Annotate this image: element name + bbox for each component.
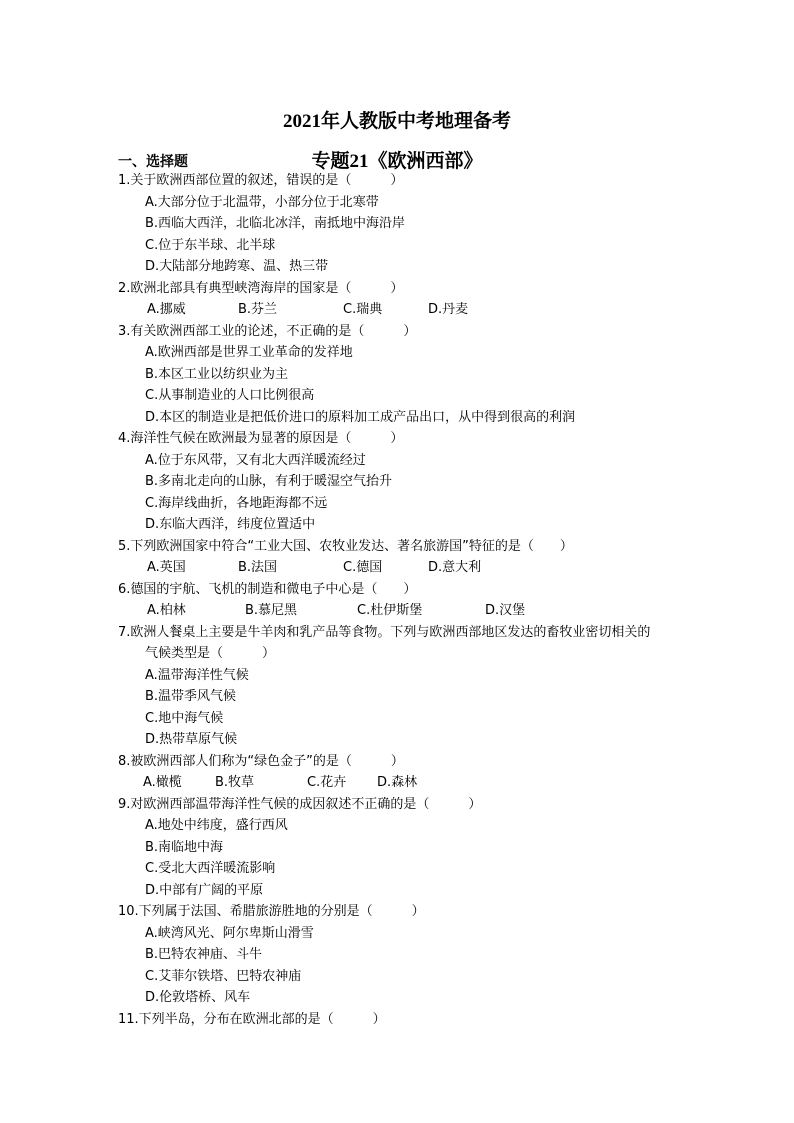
answer-option: C.受北大西洋暖流影响	[145, 861, 276, 876]
answer-option: B.本区工业以纺织业为主	[145, 366, 289, 382]
answer-option: A.地处中纬度，盛行西风	[145, 818, 288, 833]
answer-option: C.地中海气候	[145, 710, 224, 726]
answer-option: A.欧洲西部是世界工业革命的发祥地	[145, 345, 353, 360]
question-stem: 9.对欧洲西部温带海洋性气候的成因叙述不正确的是（ ）	[118, 796, 482, 812]
answer-option: D.热带草原气候	[145, 732, 238, 747]
answer-option: A.橄榄	[143, 775, 182, 790]
answer-option: B.温带季风气候	[145, 689, 237, 704]
answer-option: A.大部分位于北温带，小部分位于北寒带	[145, 194, 379, 210]
question-stem: 3.有关欧洲西部工业的论述，不正确的是（ ）	[118, 323, 417, 339]
answer-option: C.花卉	[307, 775, 347, 790]
document-subtitle: 专题21《欧洲西部》	[311, 151, 483, 172]
answer-option: D.丹麦	[428, 302, 469, 317]
answer-option: B.法国	[238, 560, 278, 575]
answer-option: D.森林	[377, 775, 418, 790]
answer-option: D.大陆部分地跨寒、温、热三带	[145, 259, 329, 274]
answer-option: B.南临地中海	[145, 839, 224, 855]
answer-option: A.峡湾风光、阿尔卑斯山滑雪	[145, 925, 314, 941]
answer-option: C.瑞典	[343, 302, 383, 317]
answer-option: A.挪威	[147, 302, 186, 317]
answer-option: C.杜伊斯堡	[357, 603, 423, 618]
answer-option: D.汉堡	[485, 603, 526, 618]
answer-option: A.英国	[147, 560, 186, 575]
answer-option: D.意大利	[428, 560, 482, 575]
answer-option: B.慕尼黑	[245, 603, 298, 618]
answer-option: D.东临大西洋，纬度位置适中	[145, 517, 316, 532]
answer-option: B.牧草	[215, 775, 255, 790]
document-title: 2021年人教版中考地理备考	[282, 111, 511, 132]
answer-option: D.中部有广阔的平原	[145, 882, 264, 898]
question-stem: 11.下列半岛，分布在欧洲北部的是（ ）	[118, 1011, 386, 1027]
question-stem: 4.海洋性气候在欧洲最为显著的原因是（ ）	[118, 431, 404, 446]
question-stem: 1.关于欧洲西部位置的叙述，错误的是（ ）	[118, 173, 404, 188]
question-stem: 10.下列属于法国、希腊旅游胜地的分别是（ ）	[118, 904, 425, 919]
question-stem: 5.下列欧洲国家中符合“工业大国、农牧业发达、著名旅游国”特征的是（ ）	[118, 538, 573, 554]
answer-option: C.位于东半球、北半球	[145, 237, 276, 253]
answer-option: C.从事制造业的人口比例很高	[145, 388, 315, 403]
answer-option: A.位于东风带，又有北大西洋暖流经过	[145, 452, 366, 468]
answer-option: D.伦敦塔桥、风车	[145, 990, 251, 1005]
answer-option: B.巴特农神庙、斗牛	[145, 947, 263, 962]
answer-option: A.温带海洋性气候	[145, 667, 249, 683]
answer-option: B.多南北走向的山脉，有利于暖湿空气抬升	[145, 474, 393, 489]
question-stem: 7.欧洲人餐桌上主要是牛羊肉和乳产品等食物。下列与欧洲西部地区发达的畜牧业密切相关的	[118, 624, 651, 640]
question-stem: 6.德国的宇航、飞机的制造和微电子中心是（ ）	[118, 581, 417, 597]
question-stem: 8.被欧洲西部人们称为“绿色金子”的是（ ）	[118, 753, 404, 769]
answer-option: A.柏林	[147, 603, 186, 618]
answer-option: C.海岸线曲折，各地距海都不远	[145, 495, 328, 511]
answer-option: B.芬兰	[238, 302, 278, 317]
answer-option: C.德国	[343, 560, 383, 575]
question-stem: 气候类型是（ ）	[145, 646, 276, 661]
answer-option: D.本区的制造业是把低价进口的原料加工成产品出口，从中得到很高的利润	[145, 409, 576, 425]
answer-option: B.西临大西洋，北临北冰洋，南抵地中海沿岸	[145, 216, 406, 231]
question-stem: 2.欧洲北部具有典型峡湾海岸的国家是（ ）	[118, 280, 404, 296]
answer-option: C.艾菲尔铁塔、巴特农神庙	[145, 968, 302, 984]
section-heading: 一、选择题	[118, 154, 188, 170]
